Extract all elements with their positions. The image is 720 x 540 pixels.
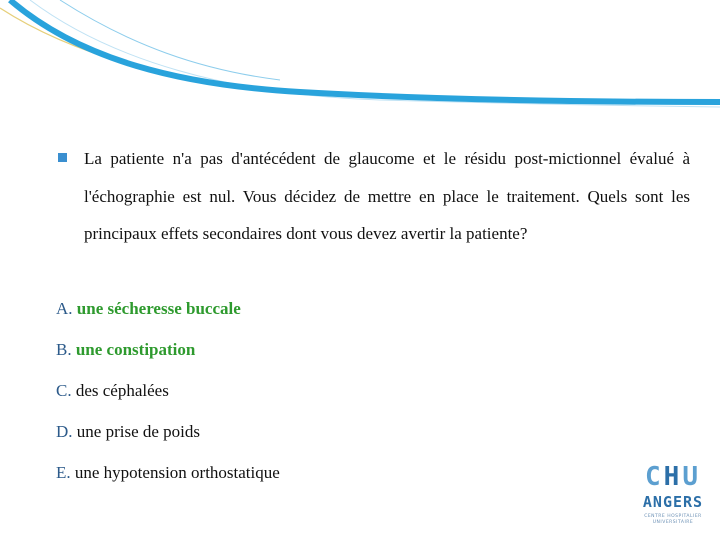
answer-b (56, 333, 280, 374)
logo-city-text: ANGERS (642, 493, 704, 511)
answer-text: une sécheresse buccale (76, 299, 241, 318)
header-swoosh-decoration (0, 0, 720, 120)
answer-letter: D. (56, 422, 73, 441)
logo-chu-text: CHU (645, 462, 701, 492)
answer-letter: E. (56, 463, 71, 482)
answer-letter: A. (56, 299, 73, 318)
question-text: La patiente n'a pas d'antécédent de glaucome et le résidu post-mictionnel évalué à l'échographie est nul. Vous décidez de mettre en place le traitement. Quels sont les principaux effets secondaires dont vous devez avertir la patiente? (84, 149, 690, 243)
logo-subtitle: CENTRE HOSPITALIER UNIVERSITAIRE (644, 514, 702, 525)
answer-text: une constipation (75, 340, 196, 359)
answer-text: une hypotension orthostatique (74, 463, 280, 482)
chu-angers-logo (636, 462, 710, 530)
question-block (58, 140, 690, 253)
answer-a (56, 292, 280, 333)
answer-letter: B. (56, 340, 72, 359)
square-bullet-icon (58, 153, 67, 162)
answer-text: des céphalées (75, 381, 169, 400)
answer-letter: C. (56, 381, 72, 400)
answer-list (56, 292, 280, 497)
answer-e (56, 456, 280, 497)
answer-c (56, 374, 280, 415)
answer-text: une prise de poids (76, 422, 201, 441)
answer-d (56, 415, 280, 456)
